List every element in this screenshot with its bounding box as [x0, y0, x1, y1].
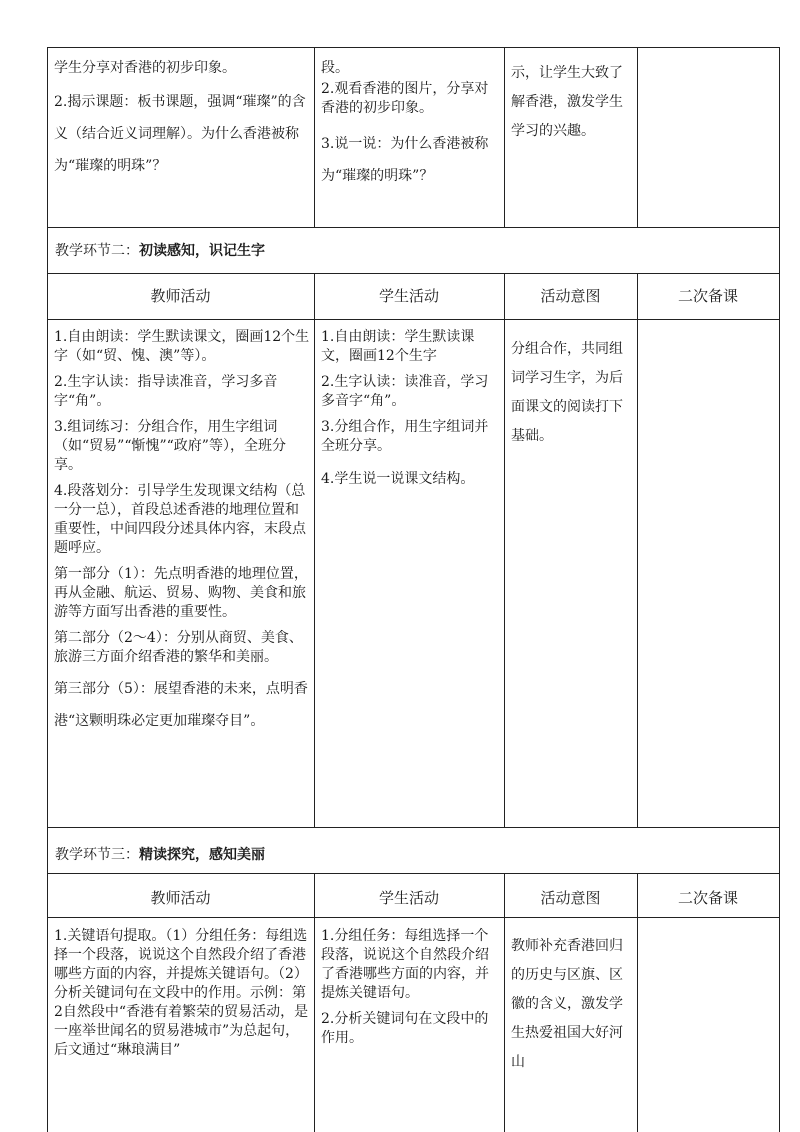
table-rule — [47, 827, 779, 828]
top-student-line-3: 3.说一说：为什么香港被称为“璀璨的明珠”？ — [321, 136, 489, 184]
s2-teacher-item: 第二部分（2～4）：分别从商贸、美食、旅游三方面介绍香港的繁华和美丽。 — [54, 630, 303, 665]
top-intent-cell — [504, 59, 637, 146]
s3-teacher-item: 1.关键语句提取。（1）分组任务：每组选择一个段落，说说这个自然段介绍了香港哪些方面的内容，并提炼关键语句。（2）分析关键词句在文段中的作用。示例：第2自然段中“香港有着繁荣的贸易活动，是一座举世闻名的贸易港城市”为总起句，后文通过“琳琅满目” — [54, 928, 309, 1058]
s2-teacher-item: 1.自由朗读：学生默读课文，圈画12个生字（如“贸、愧、澳”等）。 — [54, 329, 310, 364]
section-3-prefix: 教学环节三： — [55, 847, 139, 863]
col-header-student: 学生活动 — [378, 889, 439, 907]
col-header-teacher: 教师活动 — [150, 889, 211, 907]
s2-teacher-item: 2.生字认读：指导读准音，学习多音字“角”。 — [54, 374, 278, 409]
s3-student-item: 1.分组任务：每组选择一个段落，说说这个自然段介绍了香港哪些方面的内容，并提炼关键语句。 — [321, 928, 489, 1001]
s2-student-item: 4.学生说一说课文结构。 — [321, 471, 475, 487]
col-header-teacher: 教师活动 — [150, 287, 211, 305]
s3-intent-cell — [504, 932, 637, 1077]
col-header-intent: 活动意图 — [540, 287, 601, 305]
top-intent-text: 示，让学生大致了解香港，激发学生学习的兴趣。 — [511, 65, 623, 139]
top-teacher-line-1: 学生分享对香港的初步印象。 — [54, 60, 236, 76]
s2-student-item: 3.分组合作，用生字组词并全班分享。 — [321, 419, 489, 454]
lesson-plan-table — [47, 47, 779, 1132]
col-header-student: 学生活动 — [378, 287, 439, 305]
s2-teacher-item: 第一部分（1）：先点明香港的地理位置，再从金融、航运、贸易、购物、美食和旅游等方面写出香港的重要性。 — [54, 566, 308, 620]
section-2-title: 初读感知，识记生字 — [139, 243, 265, 259]
s2-teacher-cell — [47, 328, 314, 737]
col-header-revision: 二次备课 — [677, 889, 738, 907]
s3-student-cell — [314, 927, 504, 1060]
col-header-revision: 二次备课 — [677, 287, 738, 305]
s2-intent-text: 分组合作，共同组词学习生字，为后面课文的阅读打下基础。 — [511, 341, 623, 444]
s2-teacher-item: 4.段落划分：引导学生发现课文结构（总一分一总），首段总述香港的地理位置和重要性，中间四段分述具体内容，末段点题呼应。 — [54, 483, 306, 556]
table-rule — [47, 273, 779, 274]
table-rule — [47, 319, 779, 320]
top-student-cell — [314, 59, 504, 192]
table-rule — [637, 873, 638, 1132]
table-rule — [637, 47, 638, 227]
table-rule — [47, 873, 779, 874]
table-rule — [779, 47, 780, 1132]
top-student-line-2: 2.观看香港的图片，分享对香港的初步印象。 — [321, 81, 489, 116]
table-rule — [47, 227, 779, 228]
table-rule — [637, 273, 638, 827]
section-2-heading — [55, 241, 265, 261]
s3-intent-text: 教师补充香港回归的历史与区旗、区徽的含义，激发学生热爱祖国大好河山 — [511, 938, 623, 1070]
s2-teacher-item: 第三部分（5）：展望香港的未来，点明香港“这颗明珠必定更加璀璨夺目”。 — [54, 681, 308, 729]
s3-teacher-cell — [47, 927, 314, 1072]
top-teacher-cell — [47, 59, 314, 182]
col-header-intent: 活动意图 — [540, 889, 601, 907]
table-rule — [47, 47, 779, 48]
top-teacher-line-2: 2.揭示课题：板书课题，强调“璀璨”的含义（结合近义词理解）。为什么香港被称为“璀璨的明珠”？ — [54, 94, 306, 174]
section-3-title: 精读探究，感知美丽 — [139, 847, 265, 863]
section-2-prefix: 教学环节二： — [55, 243, 139, 259]
s2-student-item: 2.生字认读：读准音，学习多音字“角”。 — [321, 374, 489, 409]
s2-student-item: 1.自由朗读：学生默读课文，圈画12个生字 — [321, 329, 475, 364]
table-rule — [47, 917, 779, 918]
s2-teacher-item: 3.组词练习：分组合作，用生字组词（如“贸易”“惭愧”“政府”等），全班分享。 — [54, 419, 286, 473]
s2-student-cell — [314, 328, 504, 495]
section-3-heading — [55, 845, 265, 865]
s3-student-item: 2.分析关键词句在文段中的作用。 — [321, 1011, 489, 1046]
s2-intent-cell — [504, 335, 637, 451]
top-student-line-1: 段。 — [321, 60, 349, 76]
